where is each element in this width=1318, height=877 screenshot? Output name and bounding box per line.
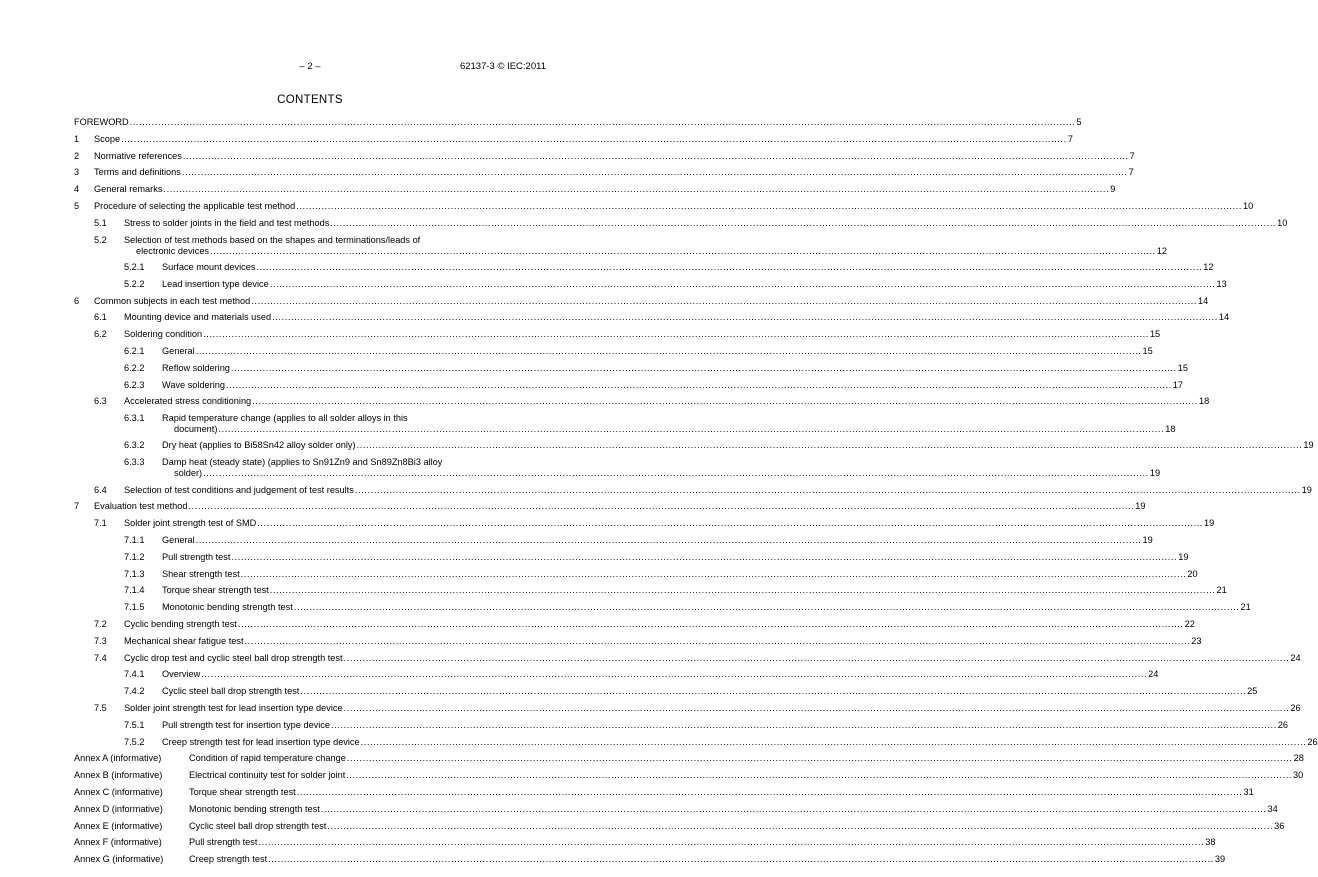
toc-page-number: 19 [1178, 551, 1189, 562]
toc-entry-title: Procedure of selecting the applicable test method [94, 201, 296, 211]
toc-entry-number: 5.2.1 [124, 261, 145, 272]
toc-leader-dots: ............................................................................................................................................................................................................................................................................................................ [296, 201, 1243, 211]
toc-entry-number: 6.3 [94, 396, 107, 407]
toc-leader-dots: ............................................................................................................................................................................................................................................................................................................ [354, 484, 1301, 495]
toc-leader-dots: ............................................................................................................................................................................................................................................................................................................ [346, 770, 1293, 781]
toc-entry-number: 7.3 [94, 635, 107, 646]
toc-page-number: 21 [1240, 602, 1251, 613]
toc-leader-dots: ............................................................................................................................................................................................................................................................................................................ [258, 837, 1205, 848]
toc-entry[interactable] [74, 652, 1301, 665]
toc-entry-title: Electrical continuity test for solder joint [189, 770, 346, 781]
toc-entry-number: 7.5.2 [124, 736, 145, 747]
toc-entry-number: Annex E (informative) [74, 820, 163, 831]
toc-entry-title-line: Selection of test methods based on the shapes and terminations/leads of [124, 234, 421, 245]
toc-page-number: 5 [1076, 117, 1082, 127]
toc-leader-dots: ............................................................................................................................................................................................................................................................................................................ [296, 786, 1243, 797]
toc-entry-number: 6.2.2 [124, 362, 145, 373]
toc-entry-number: 7.1.5 [124, 602, 145, 613]
toc-entry-title: General remarks [94, 184, 163, 195]
toc-entry[interactable] [74, 295, 1209, 308]
toc-page-number: 39 [1214, 854, 1226, 865]
toc-leader-dots: ............................................................................................................................................................................................................................................................................................................ [163, 184, 1110, 195]
toc-leader-dots: ............................................................................................................................................................................................................................................................................................................ [201, 669, 1148, 680]
toc-entry-title: Pull strength test [189, 837, 258, 848]
toc-entry-title: Stress to solder joints in the field and test methods [124, 217, 330, 228]
toc-entry-title: Mounting device and materials used [124, 312, 272, 323]
toc-entry-number: 2 [74, 150, 80, 161]
toc-page-number: 34 [1267, 803, 1278, 814]
toc-entry-title: General [162, 345, 195, 356]
toc-page-number: 28 [1293, 753, 1304, 764]
toc-entry-number: 7.1.2 [124, 551, 145, 562]
toc-page-number: 18 [1198, 396, 1210, 407]
toc-page-number: 19 [1303, 440, 1314, 451]
toc-leader-dots: ............................................................................................................................................................................................................................................................................................................ [360, 736, 1307, 747]
toc-entry-title: Creep strength test for lead insertion type device [162, 736, 360, 747]
toc-entry[interactable] [74, 379, 1183, 392]
toc-page-number: 20 [1187, 568, 1198, 579]
toc-leader-dots: ............................................................................................................................................................................................................................................................................................................ [240, 568, 1187, 579]
toc-entry-number: 5.2.2 [124, 278, 145, 289]
toc-entry-title: electronic devices [136, 245, 210, 256]
toc-leader-dots: ............................................................................................................................................................................................................................................................................................................ [195, 534, 1142, 545]
toc-entry-title: Overview [162, 669, 201, 680]
toc-entry[interactable] [74, 440, 1314, 452]
toc-page-number: 30 [1293, 770, 1304, 781]
toc-entry-title: Torque shear strength test [189, 786, 296, 797]
toc-entry-title: Mechanical shear fatigue test [124, 635, 244, 646]
toc-leader-dots: ............................................................................................................................................................................................................................................................................................................ [237, 618, 1184, 629]
toc-entry[interactable] [74, 345, 1153, 358]
toc-leader-dots: ............................................................................................................................................................................................................................................................................................................ [230, 362, 1177, 373]
toc-entry-title-line: Damp heat (steady state) (applies to Sn91Zn9 and Sn89Zn8Bi3 alloy [162, 457, 443, 468]
toc-page-number: 22 [1184, 618, 1195, 629]
toc-entry-number: 6.3.1 [124, 413, 145, 424]
toc-leader-dots: ............................................................................................................................................................................................................................................................................................................ [272, 312, 1218, 323]
toc-entry-title: Selection of test conditions and judgement of test results [124, 484, 354, 495]
toc-page-number: 19 [1149, 468, 1161, 479]
toc-page-number: 18 [1165, 424, 1176, 435]
toc-entry-title: document) [174, 424, 218, 435]
toc-entry-title: Common subjects in each test method [94, 295, 251, 306]
toc-page-number: 24 [1148, 669, 1159, 680]
toc-entry-title: Evaluation test method [94, 501, 188, 512]
toc-entry-number: 6.3.3 [124, 457, 145, 468]
toc-page-number: 7 [1067, 133, 1073, 144]
toc-leader-dots: ............................................................................................................................................................................................................................................................................................................ [181, 167, 1128, 178]
toc-leader-dots: ............................................................................................................................................................................................................................................................................................................ [251, 295, 1198, 306]
toc-entry[interactable] [74, 457, 1161, 480]
toc-entry[interactable] [74, 484, 1312, 497]
toc-leader-dots: ............................................................................................................................................................................................................................................................................................................ [182, 150, 1129, 161]
toc-entry[interactable] [74, 234, 1168, 258]
toc-leader-dots: ............................................................................................................................................................................................................................................................................................................ [252, 396, 1198, 407]
toc-leader-dots: ............................................................................................................................................................................................................................................................................................................ [343, 702, 1290, 713]
toc-leader-dots: ............................................................................................................................................................................................................................................................................................................ [218, 424, 1165, 435]
toc-entry-number: 7.4.1 [124, 669, 145, 680]
toc-leader-dots: ............................................................................................................................................................................................................................................................................................................ [244, 635, 1191, 646]
toc-entry[interactable] [74, 702, 1301, 715]
toc-leader-dots: ............................................................................................................................................................................................................................................................................................................ [203, 468, 1149, 479]
toc-page-number: 10 [1277, 217, 1288, 228]
toc-entry[interactable] [74, 518, 1215, 530]
toc-entry[interactable] [74, 585, 1227, 597]
toc-entry-number: Annex G (informative) [74, 854, 164, 865]
toc-page-number: 10 [1243, 201, 1254, 211]
toc-entry[interactable] [74, 261, 1214, 274]
toc-page-number: 26 [1307, 736, 1318, 747]
toc-entry-number: Annex C (informative) [74, 786, 163, 797]
toc-leader-dots: ............................................................................................................................................................................................................................................................................................................ [330, 217, 1277, 228]
toc-entry-number: Annex A (informative) [74, 753, 162, 764]
toc-entry-title: Dry heat (applies to Bi58Sn42 alloy solder only) [162, 440, 356, 451]
toc-entry-title: Normative references [94, 150, 182, 161]
toc-entry-number: 7.2 [94, 618, 107, 629]
toc-leader-dots: ............................................................................................................................................................................................................................................................................................................ [188, 501, 1135, 512]
toc-entry-number: 6.3.2 [124, 440, 145, 451]
toc-entry[interactable] [74, 312, 1230, 324]
toc-entry-title: Torque shear strength test [162, 585, 269, 596]
toc-page-number: 23 [1191, 635, 1202, 646]
toc-leader-dots: ............................................................................................................................................................................................................................................................................................................ [356, 440, 1303, 451]
toc-entry[interactable] [74, 362, 1188, 375]
toc-entry-title: Pull strength test [162, 551, 231, 562]
toc-leader-dots: ............................................................................................................................................................................................................................................................................................................ [203, 329, 1149, 340]
toc-entry[interactable] [74, 217, 1288, 230]
toc-page-number: 17 [1172, 379, 1183, 390]
toc-leader-dots: ............................................................................................................................................................................................................................................................................................................ [256, 261, 1203, 272]
toc-entry[interactable] [74, 602, 1251, 614]
toc-entry-title: Cyclic bending strength test [124, 618, 237, 629]
toc-leader-dots: ............................................................................................................................................................................................................................................................................................................ [346, 753, 1293, 764]
toc-entry-title: Cyclic steel ball drop strength test [162, 686, 300, 697]
toc-entry[interactable] [74, 278, 1227, 291]
toc-entry-number: 7.4 [94, 652, 107, 663]
toc-page-number: 9 [1110, 184, 1116, 195]
toc-entry-title: Surface mount devices [162, 261, 256, 272]
toc-page-number: 15 [1177, 362, 1188, 373]
toc-entry-number: 3 [74, 167, 80, 178]
toc-leader-dots: ............................................................................................................................................................................................................................................................................................................ [195, 345, 1142, 356]
toc-entry[interactable] [74, 635, 1202, 648]
toc-page-number: 15 [1149, 329, 1161, 340]
toc-entry-title: Monotonic bending strength test [189, 803, 320, 814]
toc-entry[interactable] [74, 686, 1258, 698]
toc-entry-title: Reflow soldering [162, 362, 230, 373]
toc-entry[interactable] [74, 133, 1073, 146]
toc-leader-dots: ............................................................................................................................................................................................................................................................................................................ [225, 379, 1172, 390]
toc-leader-dots: ............................................................................................................................................................................................................................................................................................................ [257, 518, 1204, 529]
toc-entry-number: 7 [74, 501, 80, 512]
toc-entry-number: 7.5 [94, 702, 107, 713]
toc-page-number: 19 [1204, 518, 1215, 529]
toc-entry[interactable] [74, 854, 1226, 866]
toc-entry-number: 6 [74, 295, 80, 306]
toc-entry-number: 7.1.3 [124, 568, 145, 579]
page-number: – 2 – [299, 61, 321, 72]
toc-page-number: 26 [1277, 719, 1289, 730]
toc-entry-title: Wave soldering [162, 379, 225, 390]
toc-entry-number: 7.1 [94, 518, 107, 529]
toc-entry[interactable] [74, 820, 1285, 833]
toc-entry[interactable] [74, 501, 1146, 513]
toc-entry-title: Cyclic steel ball drop strength test [189, 820, 327, 831]
toc-entry-title: Shear strength test [162, 568, 240, 579]
toc-page-number: 19 [1301, 484, 1312, 495]
toc-entry-title: Condition of rapid temperature change [189, 753, 346, 764]
toc-entry[interactable] [74, 167, 1134, 179]
toc-page-number: 12 [1203, 261, 1214, 272]
toc-page-number: 15 [1142, 345, 1153, 356]
toc-entry-number: 4 [74, 184, 80, 195]
document-reference: 62137-3 © IEC:2011 [459, 61, 546, 72]
toc-entry[interactable] [74, 551, 1189, 564]
toc-entry-title: Scope [94, 133, 121, 144]
toc-entry-number: 6.4 [94, 484, 107, 495]
toc-leader-dots: ............................................................................................................................................................................................................................................................................................................ [320, 803, 1267, 814]
toc-page-number: 21 [1216, 585, 1227, 596]
toc-entry-title: solder) [174, 468, 203, 479]
toc-entry[interactable] [74, 568, 1198, 581]
toc-entry[interactable] [74, 184, 1116, 196]
toc-page-number: 12 [1156, 245, 1168, 256]
toc-leader-dots: ............................................................................................................................................................................................................................................................................................................ [300, 686, 1247, 697]
toc-entry-title: Soldering condition [124, 329, 203, 340]
toc-entry-title: Creep strength test [189, 854, 268, 865]
toc-page-number: 36 [1274, 820, 1285, 831]
toc-leader-dots: ............................................................................................................................................................................................................................................................................................................ [293, 602, 1240, 613]
toc-page-number: 13 [1216, 278, 1227, 289]
toc-entry-title-line: Rapid temperature change (applies to all solder alloys in this [162, 413, 408, 424]
toc-entry-title: Cyclic drop test and cyclic steel ball drop strength test [124, 652, 343, 663]
toc-entry-title: General [162, 534, 195, 545]
toc-entry-title: Pull strength test for insertion type device [162, 719, 331, 730]
toc-entry-title: Solder joint strength test for lead insertion type device [124, 702, 343, 713]
toc-entry[interactable] [74, 413, 1176, 436]
toc-entry-number: 7.1.4 [124, 585, 145, 596]
toc-entry-number: 7.4.2 [124, 686, 145, 697]
toc-entry-title: Lead insertion type device [162, 278, 269, 289]
toc-page-number: 24 [1290, 652, 1301, 663]
toc-entry-title: FOREWORD [74, 117, 129, 127]
toc-entry-number: 7.1.1 [124, 534, 145, 545]
toc-entry[interactable] [74, 150, 1135, 163]
toc-page-number: 38 [1205, 837, 1216, 848]
toc-entry[interactable] [74, 736, 1318, 749]
toc-entry-number: Annex B (informative) [74, 770, 163, 781]
toc-entry-title: Accelerated stress conditioning [124, 396, 252, 407]
toc-leader-dots: ............................................................................................................................................................................................................................................................................................................ [210, 245, 1156, 256]
toc-leader-dots: ............................................................................................................................................................................................................................................................................................................ [231, 551, 1178, 562]
toc-entry[interactable] [74, 117, 1082, 129]
toc-leader-dots: ............................................................................................................................................................................................................................................................................................................ [269, 585, 1216, 596]
toc-entry[interactable] [74, 618, 1195, 631]
toc-entry-number: 7.5.1 [124, 719, 145, 730]
toc-entry-number: Annex D (informative) [74, 803, 163, 814]
toc-entry[interactable] [74, 534, 1153, 547]
toc-entry-number: 5 [74, 201, 80, 211]
toc-leader-dots: ............................................................................................................................................................................................................................................................................................................ [129, 117, 1076, 127]
toc-entry-number: 6.2.1 [124, 345, 145, 356]
toc-entry-number: 5.1 [94, 217, 107, 228]
toc-entry[interactable] [74, 770, 1304, 782]
toc-leader-dots: ............................................................................................................................................................................................................................................................................................................ [331, 719, 1277, 730]
toc-entry-number: 5.2 [94, 234, 107, 245]
toc-entry-title: Monotonic bending strength test [162, 602, 293, 613]
toc-entry-number: 6.1 [94, 312, 107, 323]
toc-entry[interactable] [74, 669, 1159, 681]
toc-entry-number: 6.2.3 [124, 379, 145, 390]
toc-page-number: 19 [1135, 501, 1146, 512]
toc-entry-number: 6.2 [94, 329, 107, 340]
toc-leader-dots: ............................................................................................................................................................................................................................................................................................................ [268, 854, 1214, 865]
toc-entry-title: Terms and definitions [94, 167, 181, 178]
contents-title: CONTENTS [277, 94, 343, 106]
toc-entry[interactable] [74, 396, 1210, 408]
toc-entry[interactable] [74, 753, 1304, 765]
toc-page-number: 14 [1218, 312, 1230, 323]
toc-entry[interactable] [74, 329, 1161, 341]
toc-page-number: 25 [1247, 686, 1258, 697]
toc-page-number: 19 [1142, 534, 1153, 545]
toc-leader-dots: ............................................................................................................................................................................................................................................................................................................ [343, 652, 1290, 663]
toc-page-number: 7 [1128, 167, 1134, 178]
toc-page-number: 14 [1198, 295, 1209, 306]
toc-entry[interactable] [74, 803, 1278, 816]
toc-leader-dots: ............................................................................................................................................................................................................................................................................................................ [269, 278, 1216, 289]
toc-entry[interactable] [74, 719, 1289, 732]
toc-entry-title: Solder joint strength test of SMD [124, 518, 257, 529]
toc-page-number: 31 [1243, 786, 1254, 797]
toc-entry-number: 1 [74, 133, 80, 144]
toc-entry-number: Annex F (informative) [74, 837, 162, 848]
toc-page-number: 7 [1129, 150, 1135, 161]
toc-leader-dots: ............................................................................................................................................................................................................................................................................................................ [327, 820, 1274, 831]
toc-entry[interactable] [74, 837, 1216, 849]
toc-page-number: 26 [1290, 702, 1301, 713]
page-header [0, 61, 620, 75]
toc-leader-dots: ............................................................................................................................................................................................................................................................................................................ [121, 133, 1067, 144]
toc-entry[interactable] [74, 201, 1254, 213]
toc-entry[interactable] [74, 786, 1254, 799]
